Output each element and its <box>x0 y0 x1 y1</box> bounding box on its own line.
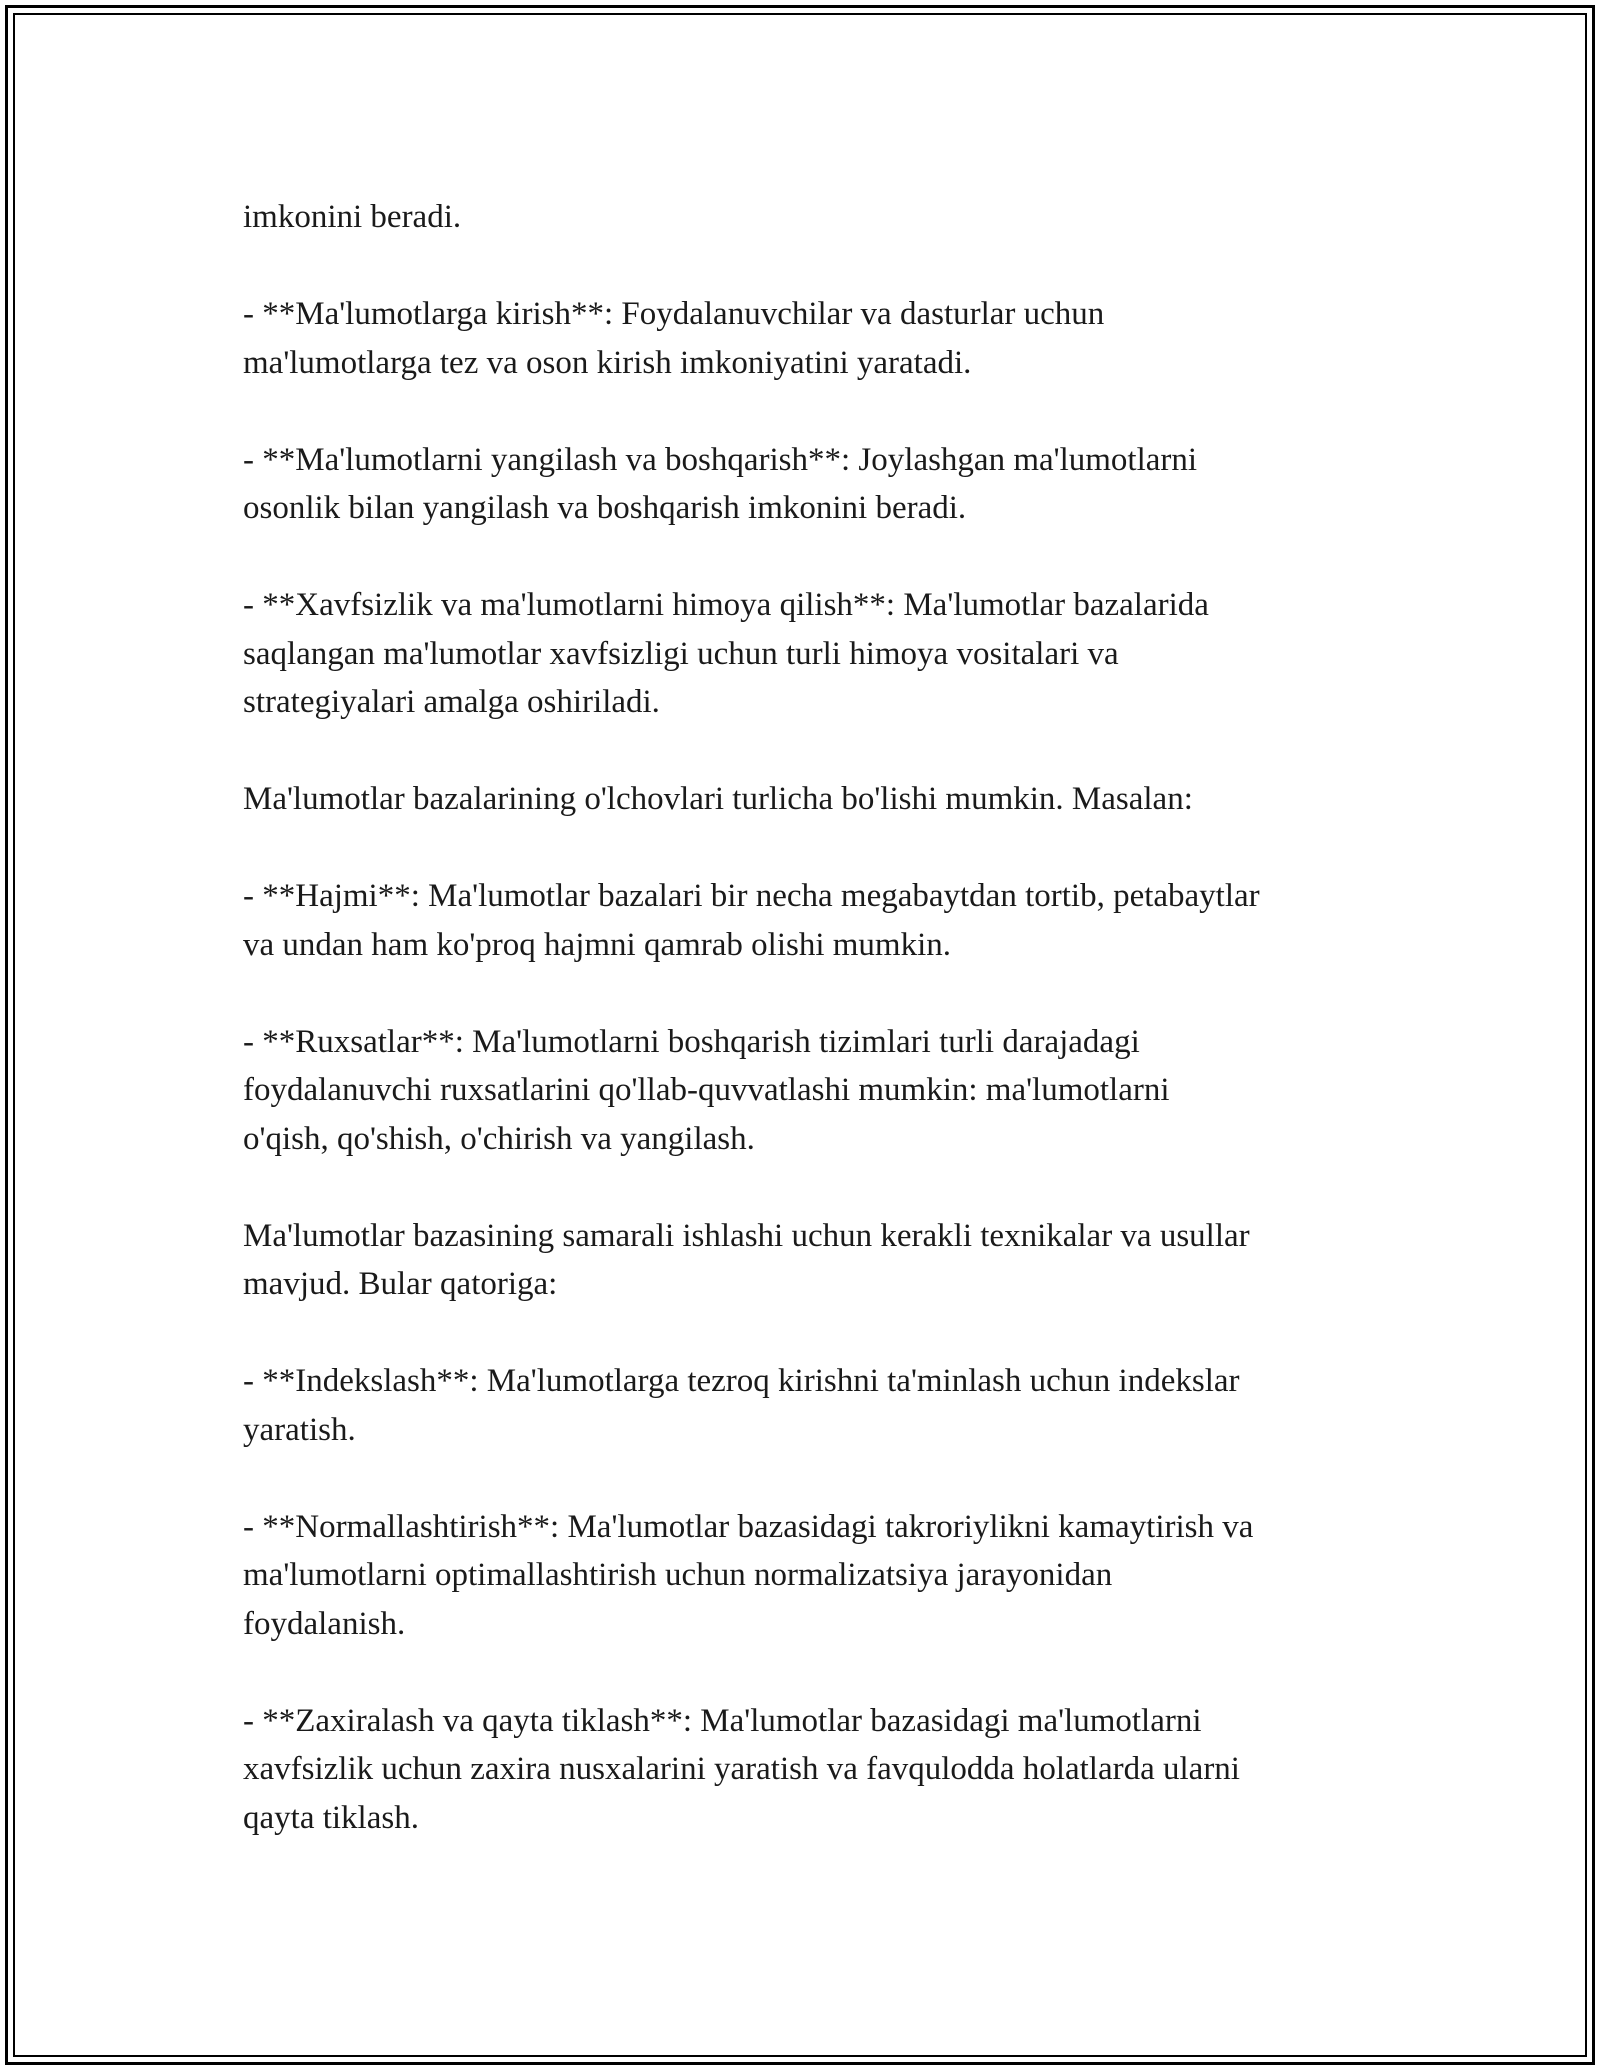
document-body <box>243 193 1383 1842</box>
paragraph-data-access: - **Ma'lumotlarga kirish**: Foydalanuvchilar va dasturlar uchun ma'lumotlarga tez va oson kirish imkoniyatini yaratadi. <box>243 296 1105 381</box>
paragraph-data-update: - **Ma'lumotlarni yangilash va boshqarish**: Joylashgan ma'lumotlarni osonlik bilan yangilash va boshqarish imkonini beradi. <box>243 441 1198 526</box>
page-frame <box>5 5 1595 2065</box>
paragraph-permissions: - **Ruxsatlar**: Ma'lumotlarni boshqarish tizimlari turli darajadagi foydalanuvchi ruxsatlarini qo'llab-quvvatlashi mumkin: ma'lumotlarni o'qish, qo'shish, o'chirish va yangilash. <box>243 1023 1170 1157</box>
paragraph-dimensions-intro: Ma'lumotlar bazalarining o'lchovlari turlicha bo'lishi mumkin. Masalan: <box>243 781 1193 817</box>
paragraph-indexing: - **Indekslash**: Ma'lumotlarga tezroq kirishni ta'minlash uchun indekslar yaratish. <box>243 1363 1240 1448</box>
paragraph-techniques-intro: Ma'lumotlar bazasining samarali ishlashi uchun kerakli texnikalar va usullar mavjud. Bular qatoriga: <box>243 1217 1250 1302</box>
paragraph-security: - **Xavfsizlik va ma'lumotlarni himoya qilish**: Ma'lumotlar bazalarida saqlangan ma'lumotlar xavfsizligi uchun turli himoya vositalari va strategiyalari amalga oshiriladi. <box>243 587 1209 720</box>
paragraph-size: - **Hajmi**: Ma'lumotlar bazalari bir necha megabaytdan tortib, petabaytlar va undan ham ko'proq hajmni qamrab olishi mumkin. <box>243 878 1260 963</box>
paragraph-continuation: imkonini beradi. <box>243 199 462 235</box>
paragraph-backup: - **Zaxiralash va qayta tiklash**: Ma'lumotlar bazasidagi ma'lumotlarni xavfsizlik uchun zaxira nusxalarini yaratish va favqulodda holatlarda ularni qayta tiklash. <box>243 1702 1240 1836</box>
paragraph-normalization: - **Normallashtirish**: Ma'lumotlar bazasidagi takroriylikni kamaytirish va ma'lumotlarni optimallashtirish uchun normalizatsiya jarayonidan foydalanish. <box>243 1508 1254 1642</box>
